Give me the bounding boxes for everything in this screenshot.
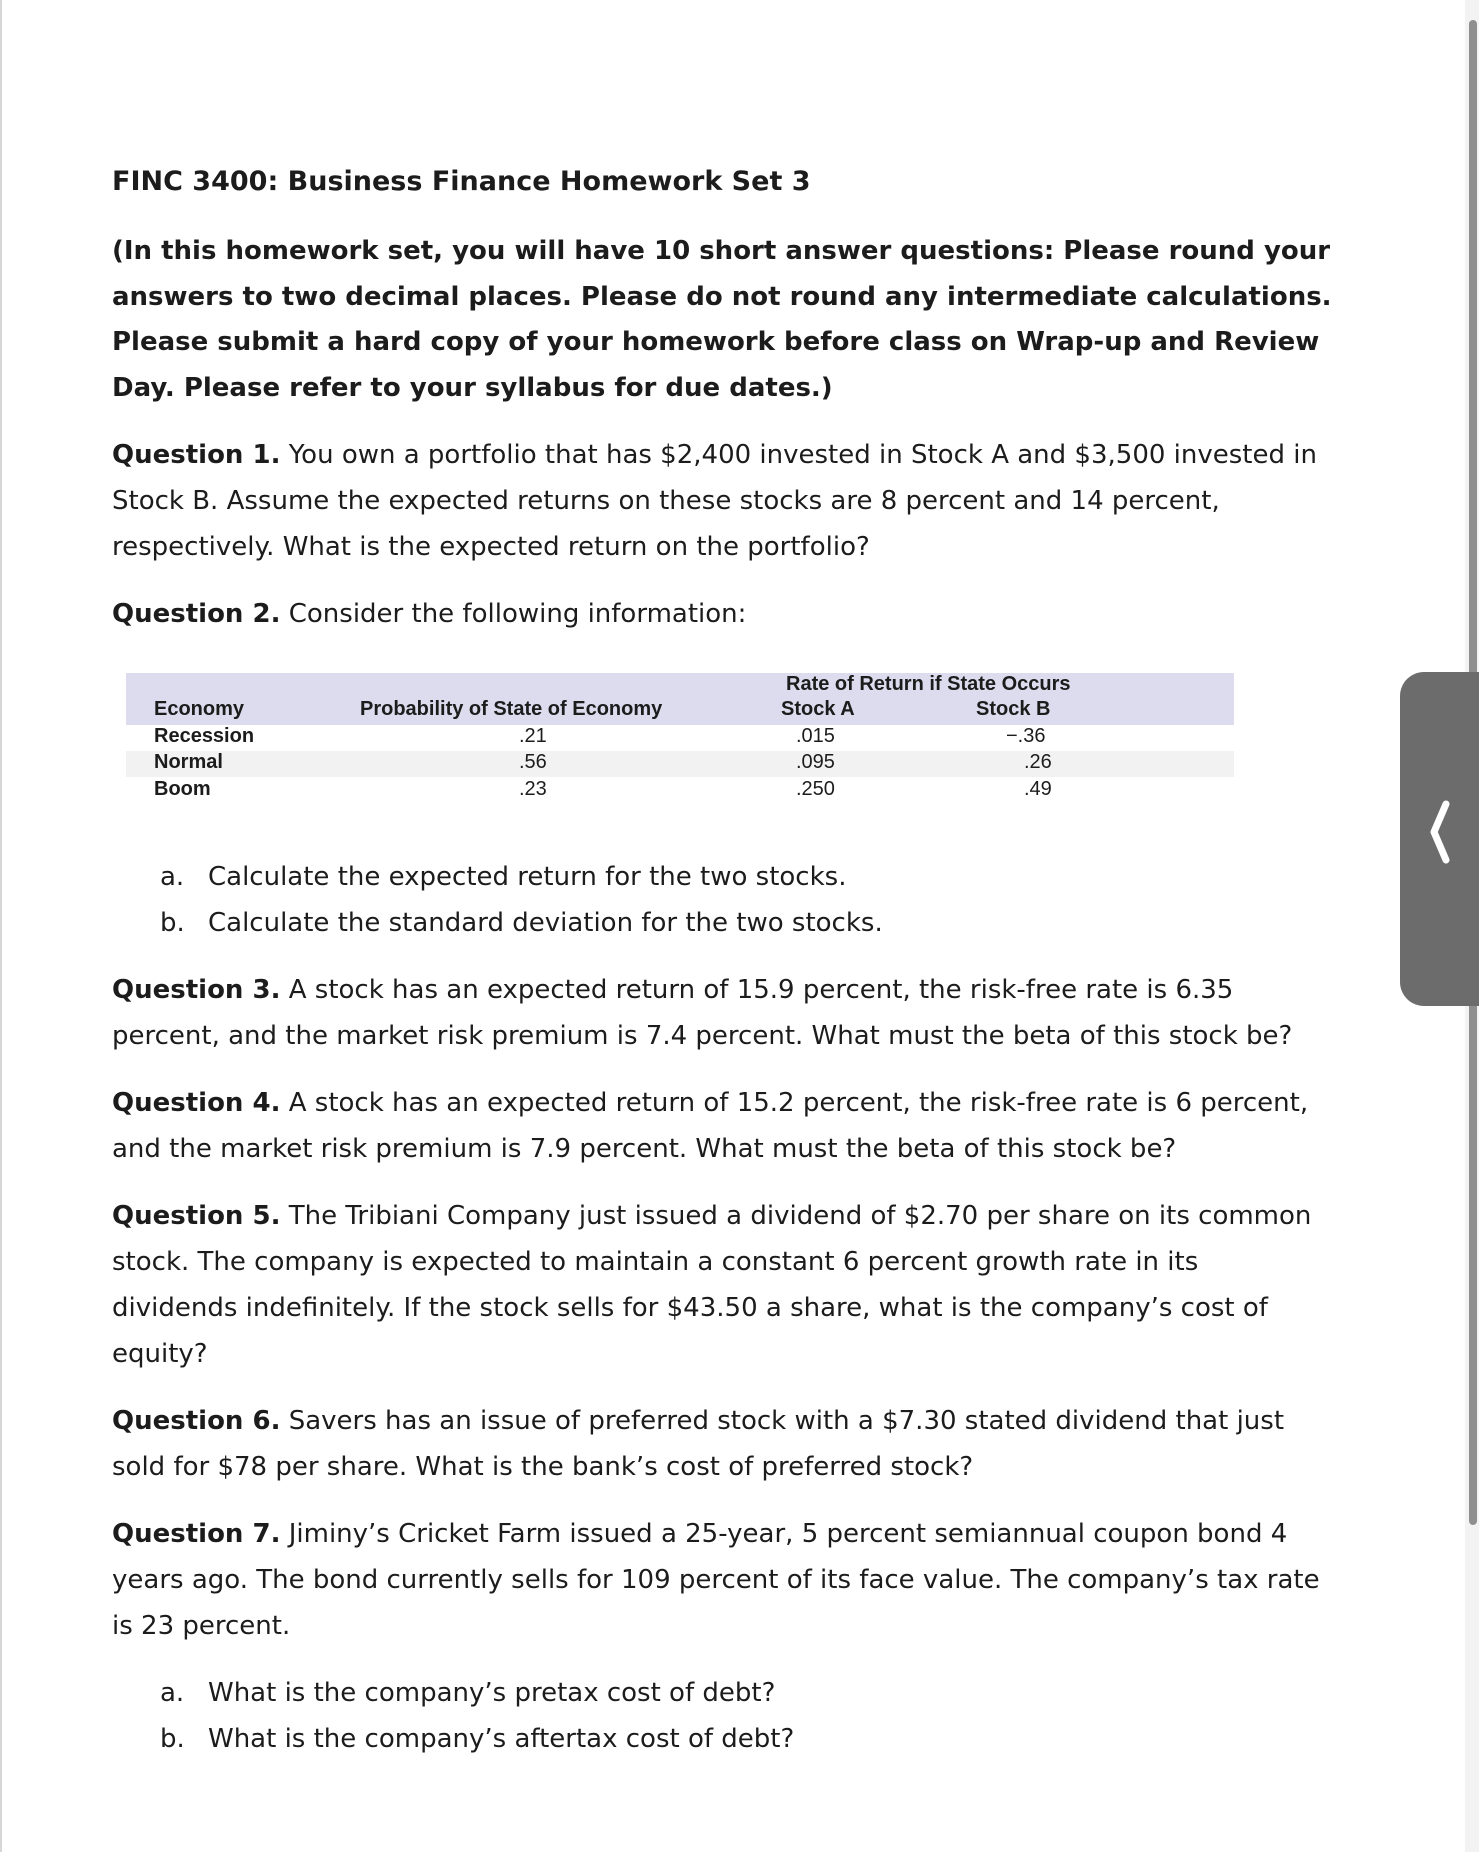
intro-line: (In this homework set, you will have 10 short answer questions: Please round your bbox=[112, 236, 1331, 266]
question-2-text: Consider the following information: bbox=[280, 599, 747, 629]
list-marker: a. bbox=[160, 862, 185, 892]
table-row-bg bbox=[126, 725, 1234, 751]
list-text: What is the company’s aftertax cost of debt? bbox=[208, 1724, 795, 1754]
table-header: Stock A bbox=[781, 698, 855, 720]
table-cell: .095 bbox=[796, 751, 835, 773]
chevron-left-icon bbox=[1426, 800, 1452, 864]
question-1-text: You own a portfolio that has $2,400 invested in Stock A and $3,500 invested in bbox=[280, 440, 1317, 470]
list-text: Calculate the standard deviation for the two stocks. bbox=[208, 908, 883, 938]
question-2-part-b bbox=[160, 907, 883, 939]
question-1-line: Stock B. Assume the expected returns on these stocks are 8 percent and 14 percent, bbox=[112, 486, 1220, 516]
table-header: Probability of State of Economy bbox=[360, 698, 663, 720]
question-7-line: years ago. The bond currently sells for 109 percent of its face value. The company’s tax rate bbox=[112, 1565, 1320, 1595]
question-2-line bbox=[112, 598, 746, 630]
table-cell: .23 bbox=[519, 778, 547, 800]
intro-line: answers to two decimal places. Please do not round any intermediate calculations. bbox=[112, 282, 1332, 312]
returns-table bbox=[126, 670, 1234, 810]
question-6-text: Savers has an issue of preferred stock with a $7.30 stated dividend that just bbox=[280, 1406, 1285, 1436]
question-2-part-a bbox=[160, 861, 846, 893]
table-cell: .49 bbox=[1024, 778, 1052, 800]
table-header: Economy bbox=[154, 698, 245, 720]
table-cell: .26 bbox=[1024, 751, 1052, 773]
list-marker: a. bbox=[160, 1678, 185, 1708]
table-cell: .015 bbox=[796, 725, 835, 747]
question-4-line bbox=[112, 1087, 1308, 1119]
table-header: Stock B bbox=[976, 698, 1051, 720]
table-cell: −.36 bbox=[1006, 725, 1046, 747]
question-3-label: Question 3. bbox=[112, 975, 281, 1005]
list-marker: b. bbox=[160, 1724, 185, 1754]
question-7-part-b bbox=[160, 1723, 794, 1755]
question-3-line: percent, and the market risk premium is 7.4 percent. What must the beta of this stock be? bbox=[112, 1021, 1293, 1051]
page-left-edge bbox=[0, 0, 2, 1852]
page-title: FINC 3400: Business Finance Homework Set 3 bbox=[112, 166, 811, 197]
table-group-header: Rate of Return if State Occurs bbox=[786, 673, 1071, 695]
table-cell: .21 bbox=[519, 725, 547, 747]
table-cell: Boom bbox=[154, 778, 211, 800]
question-1-label: Question 1. bbox=[112, 440, 281, 470]
question-5-line: stock. The company is expected to maintain a constant 6 percent growth rate in its bbox=[112, 1247, 1199, 1277]
question-3-text: A stock has an expected return of 15.9 percent, the risk-free rate is 6.35 bbox=[280, 975, 1234, 1005]
question-2-label: Question 2. bbox=[112, 599, 281, 629]
question-7-label: Question 7. bbox=[112, 1519, 281, 1549]
table-cell: Normal bbox=[154, 751, 223, 773]
question-6-line bbox=[112, 1405, 1284, 1437]
question-5-line bbox=[112, 1200, 1311, 1232]
question-1-line bbox=[112, 439, 1317, 471]
intro-line: Day. Please refer to your syllabus for due dates.) bbox=[112, 373, 833, 403]
list-text: Calculate the expected return for the two stocks. bbox=[208, 862, 847, 892]
question-5-line: dividends indefinitely. If the stock sells for $43.50 a share, what is the company’s cost of bbox=[112, 1293, 1268, 1323]
question-5-label: Question 5. bbox=[112, 1201, 281, 1231]
question-7-part-a bbox=[160, 1677, 775, 1709]
table-cell: .250 bbox=[796, 778, 835, 800]
table-cell: Recession bbox=[154, 725, 255, 747]
table-row-bg bbox=[126, 751, 1234, 777]
question-6-label: Question 6. bbox=[112, 1406, 281, 1436]
question-4-line: and the market risk premium is 7.9 percent. What must the beta of this stock be? bbox=[112, 1134, 1177, 1164]
list-text: What is the company’s pretax cost of debt? bbox=[208, 1678, 776, 1708]
side-panel-toggle[interactable] bbox=[1400, 672, 1479, 1006]
question-1-line: respectively. What is the expected return on the portfolio? bbox=[112, 532, 870, 562]
question-7-line bbox=[112, 1518, 1287, 1550]
question-3-line bbox=[112, 974, 1233, 1006]
question-4-label: Question 4. bbox=[112, 1088, 281, 1118]
question-5-text: The Tribiani Company just issued a dividend of $2.70 per share on its common bbox=[280, 1201, 1312, 1231]
list-marker: b. bbox=[160, 908, 185, 938]
question-4-text: A stock has an expected return of 15.2 percent, the risk-free rate is 6 percent, bbox=[280, 1088, 1309, 1118]
intro-line: Please submit a hard copy of your homework before class on Wrap-up and Review bbox=[112, 327, 1320, 357]
question-7-text: Jiminy’s Cricket Farm issued a 25-year, 5 percent semiannual coupon bond 4 bbox=[280, 1519, 1288, 1549]
question-5-line: equity? bbox=[112, 1339, 208, 1369]
table-cell: .56 bbox=[519, 751, 547, 773]
question-6-line: sold for $78 per share. What is the bank’s cost of preferred stock? bbox=[112, 1452, 974, 1482]
question-7-line: is 23 percent. bbox=[112, 1611, 291, 1641]
